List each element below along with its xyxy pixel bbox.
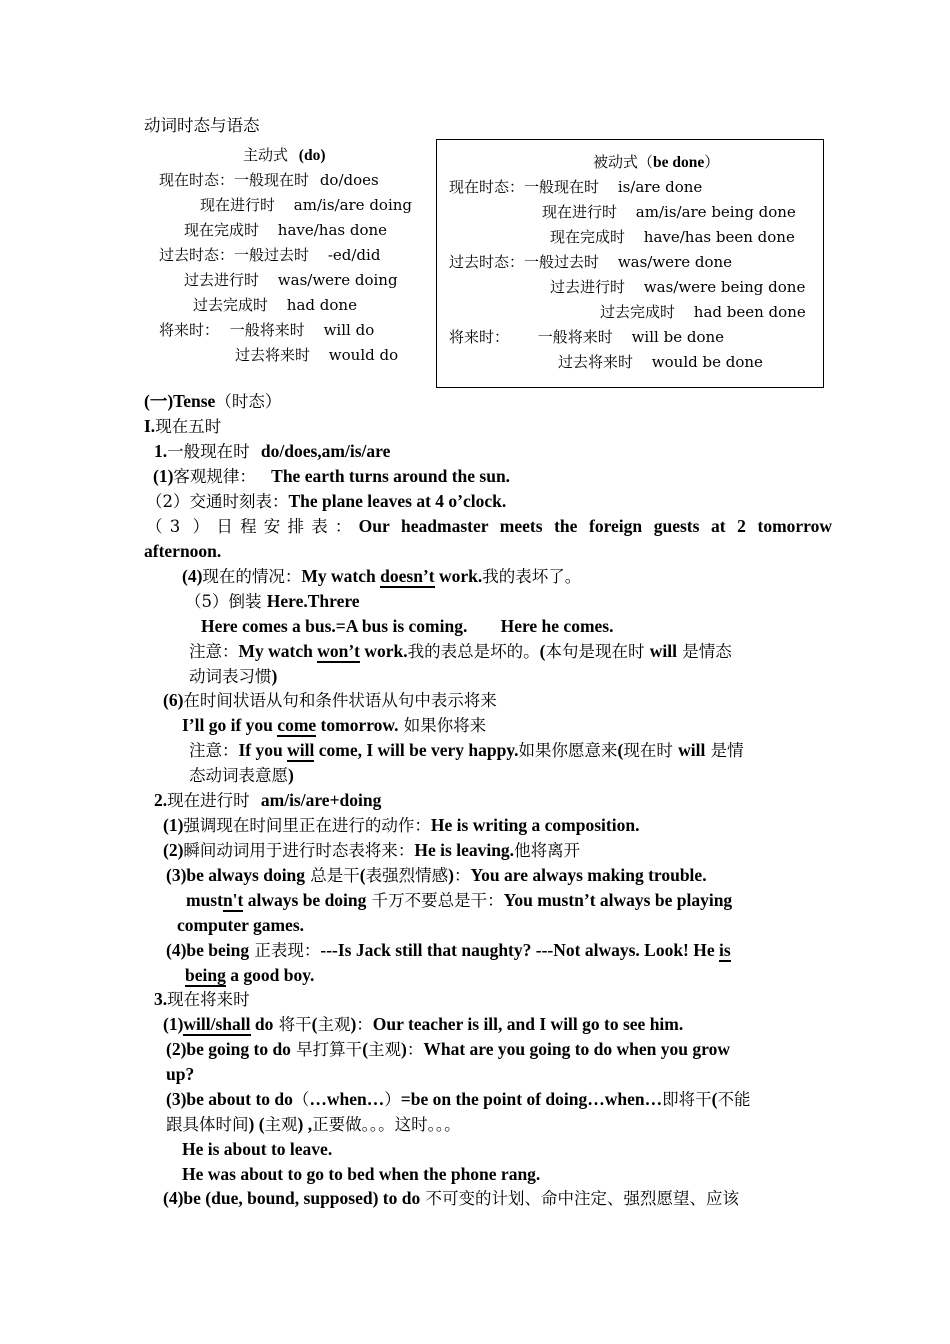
rule-paren: ) , — [297, 1114, 313, 1134]
passive-row — [550, 277, 805, 297]
rule-label: 客观规律： — [173, 467, 256, 486]
active-row-name: 一般现在时 — [234, 171, 310, 189]
rule-line — [163, 1014, 683, 1035]
active-row — [159, 245, 380, 265]
rule-label: 即将干 — [662, 1090, 712, 1109]
subsection-number: 2. — [154, 790, 168, 810]
rule-form: be going to do — [186, 1039, 291, 1059]
passive-row-form: is/are done — [617, 178, 703, 196]
rule-label: 正表现： — [249, 941, 321, 960]
rule-label: ： — [356, 1015, 373, 1034]
rule-label: 强调现在时间里正在进行的动作： — [183, 816, 431, 835]
subsection-heading — [154, 441, 390, 462]
rule-line — [146, 516, 832, 537]
rule-translation: 他将离开 — [514, 841, 581, 860]
rule-paren: ) — [401, 1039, 407, 1059]
rule-label: 主观 — [317, 1015, 351, 1034]
active-row-form: do/does — [319, 171, 379, 189]
passive-heading-cn: 被动式（ — [593, 153, 654, 171]
active-row-name: 过去进行时 — [184, 271, 260, 289]
rule-example-cont: afternoon. — [144, 541, 222, 561]
active-row-form: had done — [286, 296, 357, 314]
rule-label: 不能 — [717, 1090, 751, 1109]
passive-row-name: 一般将来时 — [537, 328, 613, 346]
note-line — [189, 641, 732, 662]
rule-number: (6) — [163, 690, 184, 710]
note-explanation: 是情 — [705, 741, 744, 760]
section-title-en: (一)Tense — [144, 391, 216, 411]
rule-line — [186, 890, 732, 911]
rule-form: =be on the point of doing…when… — [400, 1089, 663, 1109]
note-keyword: will — [678, 740, 706, 760]
rule-label: ： — [453, 866, 471, 885]
example-sentence: tomorrow. — [316, 715, 399, 735]
passive-row-name: 现在进行时 — [542, 203, 618, 221]
example-sentence: Here comes a bus.=A bus is coming. — [201, 616, 468, 636]
underlined-word: will/shall — [183, 1014, 251, 1034]
subsection-heading — [154, 989, 250, 1010]
active-row — [159, 170, 379, 190]
active-row-name: 一般过去时 — [234, 246, 310, 264]
rule-continuation — [166, 1114, 461, 1135]
rule-label: 倒装 — [228, 592, 267, 611]
passive-row-form: will be done — [631, 328, 725, 346]
active-row-form: have/has done — [277, 221, 388, 239]
rule-label: 现在的情况： — [202, 567, 302, 586]
active-row — [159, 320, 374, 340]
rule-number: (1) — [153, 466, 174, 486]
active-row-form: would do — [328, 346, 399, 364]
rule-line — [182, 566, 581, 587]
rule-form: do — [250, 1014, 274, 1034]
note-explanation: 是情态 — [676, 642, 732, 661]
passive-row-group: 过去时态： — [449, 253, 525, 271]
rule-example: Our teacher is ill, and I will go to see him. — [372, 1014, 684, 1034]
section-title-cn: （时态） — [215, 392, 282, 411]
rule-number: (4) — [163, 1188, 184, 1208]
passive-row-name: 过去进行时 — [550, 278, 626, 296]
note-continuation — [189, 666, 277, 687]
subsection-form: am/is/are+doing — [260, 790, 382, 810]
rule-form: must — [186, 890, 223, 910]
underlined-word: come — [277, 715, 317, 735]
note-paren: ) — [288, 765, 294, 785]
subsection-form: do/does,am/is/are — [260, 441, 391, 461]
active-row-form: was/were doing — [277, 271, 398, 289]
rule-paren: ( — [311, 1014, 318, 1034]
active-row — [184, 270, 398, 290]
active-heading-en: (do) — [298, 147, 326, 164]
passive-row-form: would be done — [651, 353, 763, 371]
note-paren: ( — [617, 740, 624, 760]
rule-paren: ） — [384, 1090, 401, 1109]
passive-row-form: was/were being done — [643, 278, 806, 296]
active-row-group: 过去时态： — [159, 246, 235, 264]
note-paren: ) — [271, 666, 278, 686]
rule-form: be being — [186, 940, 250, 960]
note-translation: 如果你愿意来 — [518, 741, 618, 760]
rule-line — [163, 690, 497, 711]
passive-row — [600, 302, 806, 322]
subsection-title: 现在进行时 — [167, 791, 250, 810]
rule-label: 总是干 — [305, 866, 360, 885]
rule-form: always be doing — [243, 890, 367, 910]
example-sentence: He is about to leave. — [182, 1139, 333, 1159]
underlined-word: n't — [222, 890, 244, 910]
rule-translation: 我的表坏了。 — [482, 567, 582, 586]
rule-paren: ( — [359, 865, 366, 885]
rule-label: 正要做。。。这时。。。 — [312, 1115, 461, 1134]
active-row — [235, 345, 398, 365]
rule-example-cont: computer games. — [177, 915, 305, 935]
rule-label: 跟具体时间 — [166, 1115, 249, 1134]
underlined-word: being — [185, 965, 226, 985]
underlined-word: won’t — [317, 641, 361, 661]
subsection-number: 1. — [154, 441, 168, 461]
rule-example: You mustn’t always be playing — [503, 890, 733, 910]
note-label: 注意： — [189, 642, 239, 661]
note-example: If you — [238, 740, 288, 760]
rule-example-cont: up? — [166, 1064, 195, 1084]
passive-row-form: had been done — [693, 303, 806, 321]
passive-row-name: 一般过去时 — [524, 253, 600, 271]
rule-number: （2） — [146, 492, 190, 511]
active-row — [184, 220, 387, 240]
rule-number: (3) — [166, 865, 187, 885]
example-line — [201, 616, 613, 637]
rule-label: 瞬间动词用于进行时态表将来： — [183, 841, 415, 860]
rule-continuation — [185, 965, 314, 986]
rule-form: be about to do — [186, 1089, 293, 1109]
active-row-name: 一般将来时 — [229, 321, 305, 339]
note-keyword: will — [649, 641, 677, 661]
passive-row-form: am/is/are being done — [635, 203, 796, 221]
rule-label: ： — [406, 1040, 424, 1059]
rule-label: 早打算干 — [290, 1040, 363, 1059]
rule-continuation — [177, 915, 304, 936]
rule-example: work. — [434, 566, 483, 586]
rule-form: be (due, bound, supposed) to do — [183, 1188, 421, 1208]
passive-heading-close: ） — [704, 153, 720, 171]
rule-number: （5） — [185, 592, 229, 611]
rule-number: (1) — [163, 1014, 184, 1034]
rule-label: 在时间状语从句和条件状语从句中表示将来 — [183, 691, 497, 710]
rule-example-cont: a good boy. — [225, 965, 315, 985]
active-heading-cn: 主动式 — [243, 146, 289, 164]
rule-paren: （ — [292, 1090, 310, 1109]
rule-example: The plane leaves at 4 o’clock. — [288, 491, 507, 511]
example-line — [182, 1139, 332, 1160]
rule-number: (4) — [166, 940, 187, 960]
note-explanation: 现在时 — [623, 741, 679, 760]
document-title: 动词时态与语态 — [144, 116, 260, 135]
active-row-form: -ed/did — [327, 246, 381, 264]
passive-row-name: 过去将来时 — [558, 353, 634, 371]
rule-paren: ) — [350, 1014, 357, 1034]
rule-label: 主观 — [368, 1040, 402, 1059]
active-row-group: 现在时态： — [159, 171, 235, 189]
note-translation: 我的表总是坏的。 — [407, 642, 540, 661]
note-label: 注意： — [189, 741, 239, 760]
example-sentence: He was about to go to bed when the phone rang. — [182, 1164, 541, 1184]
active-row — [193, 295, 357, 315]
active-row-name: 过去完成时 — [193, 296, 269, 314]
active-row-name: 现在进行时 — [200, 196, 276, 214]
subsection-number: 3. — [154, 989, 168, 1009]
rule-paren: ( — [711, 1089, 718, 1109]
example-sentence: Here he comes. — [500, 616, 614, 636]
note-example: work. — [360, 641, 408, 661]
rule-example: What are you going to do when you grow — [423, 1039, 730, 1059]
example-line — [182, 1164, 540, 1185]
rule-line — [166, 1039, 730, 1060]
rule-line — [166, 1089, 750, 1110]
rule-paren: ( — [362, 1039, 369, 1059]
note-continuation — [189, 765, 294, 786]
part-number: I. — [144, 416, 156, 436]
rule-label: 不可变的计划、命中注定、强烈愿望、应该 — [420, 1189, 739, 1208]
passive-row — [550, 227, 795, 247]
active-heading — [243, 145, 326, 166]
rule-form: be always doing — [186, 865, 306, 885]
rule-line — [166, 865, 707, 886]
rule-number: (1) — [163, 815, 184, 835]
rule-label: 主观 — [264, 1115, 298, 1134]
rule-number: （3 ） — [146, 517, 217, 536]
passive-row-form: was/were done — [617, 253, 733, 271]
passive-heading-en: be done — [653, 154, 705, 171]
rule-number: (2) — [163, 840, 184, 860]
note-paren: ( — [539, 641, 546, 661]
rule-line — [163, 815, 639, 836]
rule-label: 日程安排表： — [216, 517, 359, 536]
example-translation: 如果你将来 — [398, 716, 487, 735]
rule-line — [163, 1188, 739, 1209]
passive-row-group: 现在时态： — [449, 178, 525, 196]
rule-number: (2) — [166, 1039, 187, 1059]
rule-number: (4) — [182, 566, 203, 586]
rule-label: 表强烈情感 — [365, 866, 449, 885]
passive-row — [558, 352, 763, 372]
note-example: come, I will be very happy. — [314, 740, 519, 760]
part-title: 现在五时 — [155, 417, 222, 436]
active-row — [200, 195, 412, 215]
passive-row-group: 将来时： — [449, 328, 510, 346]
rule-form: …when… — [309, 1089, 385, 1109]
active-row-name: 现在完成时 — [184, 221, 260, 239]
note-explanation: 动词表习惯 — [189, 667, 272, 686]
active-row-group: 将来时： — [159, 321, 220, 339]
rule-continuation — [166, 1064, 194, 1085]
passive-row-name: 过去完成时 — [600, 303, 676, 321]
rule-example: He is writing a composition. — [430, 815, 640, 835]
underlined-word: doesn’t — [380, 566, 435, 586]
rule-label: 千万不要总是干： — [366, 891, 504, 910]
rule-continuation — [144, 541, 221, 562]
part-heading — [144, 416, 221, 437]
example-line — [182, 715, 486, 736]
active-row-name: 过去将来时 — [235, 346, 311, 364]
note-line — [189, 740, 744, 761]
passive-row — [449, 327, 724, 347]
rule-example: My watch — [301, 566, 381, 586]
subsection-title: 一般现在时 — [167, 442, 250, 461]
subsection-heading — [154, 790, 381, 811]
rule-example: The earth turns around the sun. — [271, 466, 511, 486]
rule-example: He is leaving. — [414, 840, 515, 860]
rule-paren: ) — [448, 865, 454, 885]
active-row-form: will do — [323, 321, 375, 339]
section-title — [144, 391, 281, 412]
rule-line — [146, 491, 506, 512]
passive-row-name: 现在完成时 — [550, 228, 626, 246]
underlined-word: is — [719, 940, 731, 960]
subsection-title: 现在将来时 — [167, 990, 250, 1009]
active-row-form: am/is/are doing — [293, 196, 413, 214]
passive-row-form: have/has been done — [643, 228, 795, 246]
rule-example: You are always making trouble. — [470, 865, 707, 885]
rule-example: Our headmaster meets the foreign guests at 2 tomorrow — [358, 516, 832, 536]
note-explanation: 本句是现在时 — [545, 642, 650, 661]
passive-heading — [593, 152, 719, 173]
rule-line — [163, 840, 580, 861]
underlined-word: will — [287, 740, 315, 760]
rule-line — [185, 591, 360, 612]
rule-label: 交通时刻表： — [189, 492, 289, 511]
passive-row-name: 一般现在时 — [524, 178, 600, 196]
passive-row — [449, 252, 732, 272]
passive-row — [449, 177, 702, 197]
passive-row — [542, 202, 796, 222]
rule-example: Here.Threre — [266, 591, 360, 611]
note-example: My watch — [238, 641, 318, 661]
rule-line — [153, 466, 510, 487]
rule-example: ---Is Jack still that naughty? ---Not always. Look! He — [320, 940, 720, 960]
example-sentence: I’ll go if you — [182, 715, 278, 735]
rule-line — [166, 940, 731, 961]
note-explanation: 态动词表意愿 — [189, 766, 288, 785]
rule-label: 将干 — [273, 1015, 312, 1034]
rule-number: (3) — [166, 1089, 187, 1109]
rule-paren: ) ( — [248, 1114, 265, 1134]
